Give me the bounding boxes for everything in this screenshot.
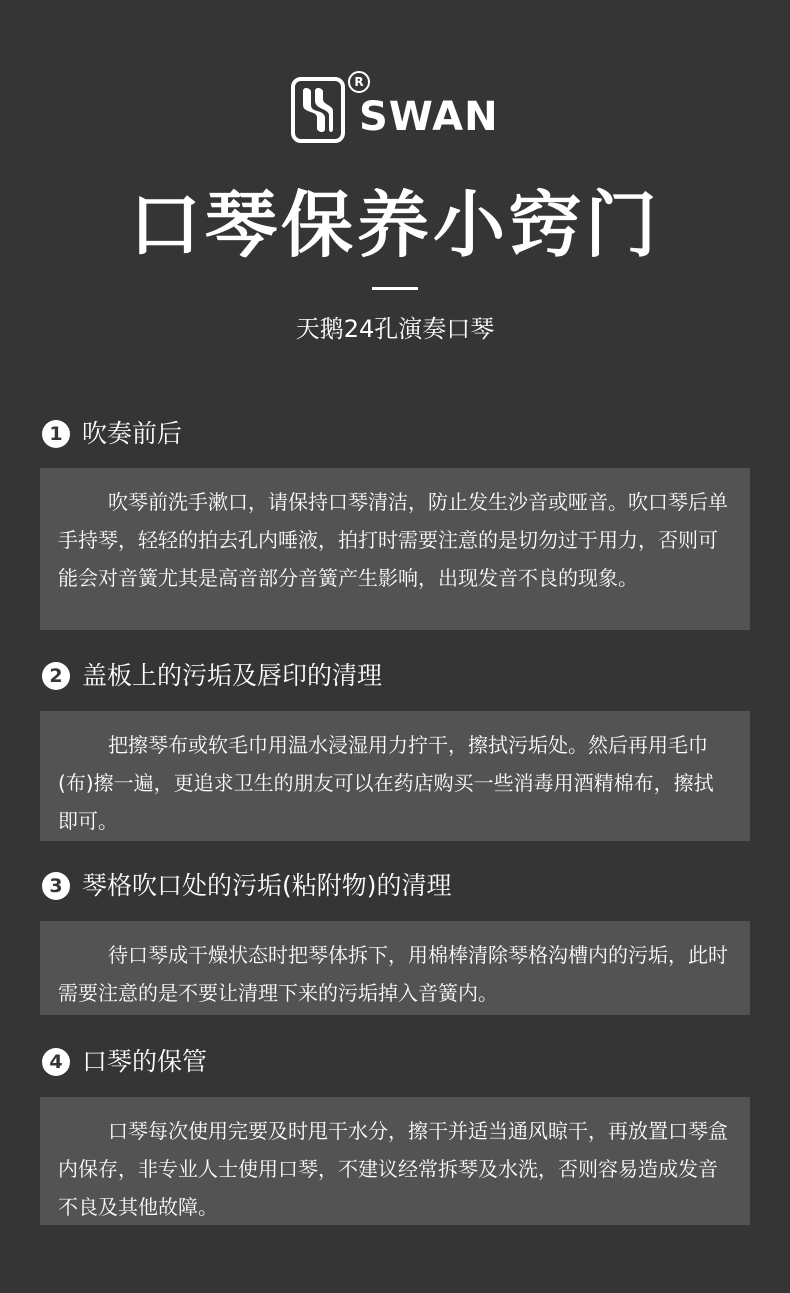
section-body-box-3 xyxy=(40,921,750,1015)
section-title: 吹奏前后 xyxy=(82,419,183,448)
section-title: 琴格吹口处的污垢(粘附物)的清理 xyxy=(82,871,452,900)
section-title: 盖板上的污垢及唇印的清理 xyxy=(82,661,383,690)
section-body-text: 吹琴前洗手漱口，请保持口琴清洁，防止发生沙音或哑音。吹口琴后单手持琴，轻轻的拍去孔内唾液，拍打时需要注意的是切勿过于用力，否则可能会对音簧尤其是高音部分音簧产生影响，出现发音不良的现象。 xyxy=(58,490,728,590)
section-body-box-4 xyxy=(40,1097,750,1225)
section-heading-1 xyxy=(42,416,182,452)
section-body-box-2 xyxy=(40,711,750,841)
section-heading-4 xyxy=(42,1044,207,1080)
section-body-text: 把擦琴布或软毛巾用温水浸湿用力拧干，擦拭污垢处。然后再用毛巾(布)擦一遍，更追求卫生的朋友可以在药店购买一些消毒用酒精棉布，擦拭即可。 xyxy=(58,733,714,833)
swan-logo-icon xyxy=(291,77,345,143)
brand-logo xyxy=(291,77,499,143)
section-body-text: 口琴每次使用完要及时甩干水分，擦干并适当通风晾干，再放置口琴盒内保存，非专业人士使用口琴，不建议经常拆琴及水洗，否则容易造成发音不良及其他故障。 xyxy=(58,1119,728,1219)
title-divider xyxy=(372,287,418,290)
number-badge: 4 xyxy=(42,1048,70,1076)
number-badge: 2 xyxy=(42,662,70,690)
registered-mark: R xyxy=(348,71,370,93)
section-body-text: 待口琴成干燥状态时把琴体拆下，用棉棒清除琴格沟槽内的污垢，此时需要注意的是不要让清理下来的污垢掉入音簧内。 xyxy=(58,943,728,1005)
page-title: 口琴保养小窍门 xyxy=(128,183,661,267)
brand-name: SWAN xyxy=(359,94,499,140)
number-badge: 1 xyxy=(42,420,70,448)
section-body-box-1 xyxy=(40,468,750,630)
section-heading-3 xyxy=(42,868,452,904)
page-subtitle: 天鹅24孔演奏口琴 xyxy=(295,315,495,343)
section-heading-2 xyxy=(42,658,382,694)
number-badge: 3 xyxy=(42,872,70,900)
section-title: 口琴的保管 xyxy=(82,1047,208,1076)
